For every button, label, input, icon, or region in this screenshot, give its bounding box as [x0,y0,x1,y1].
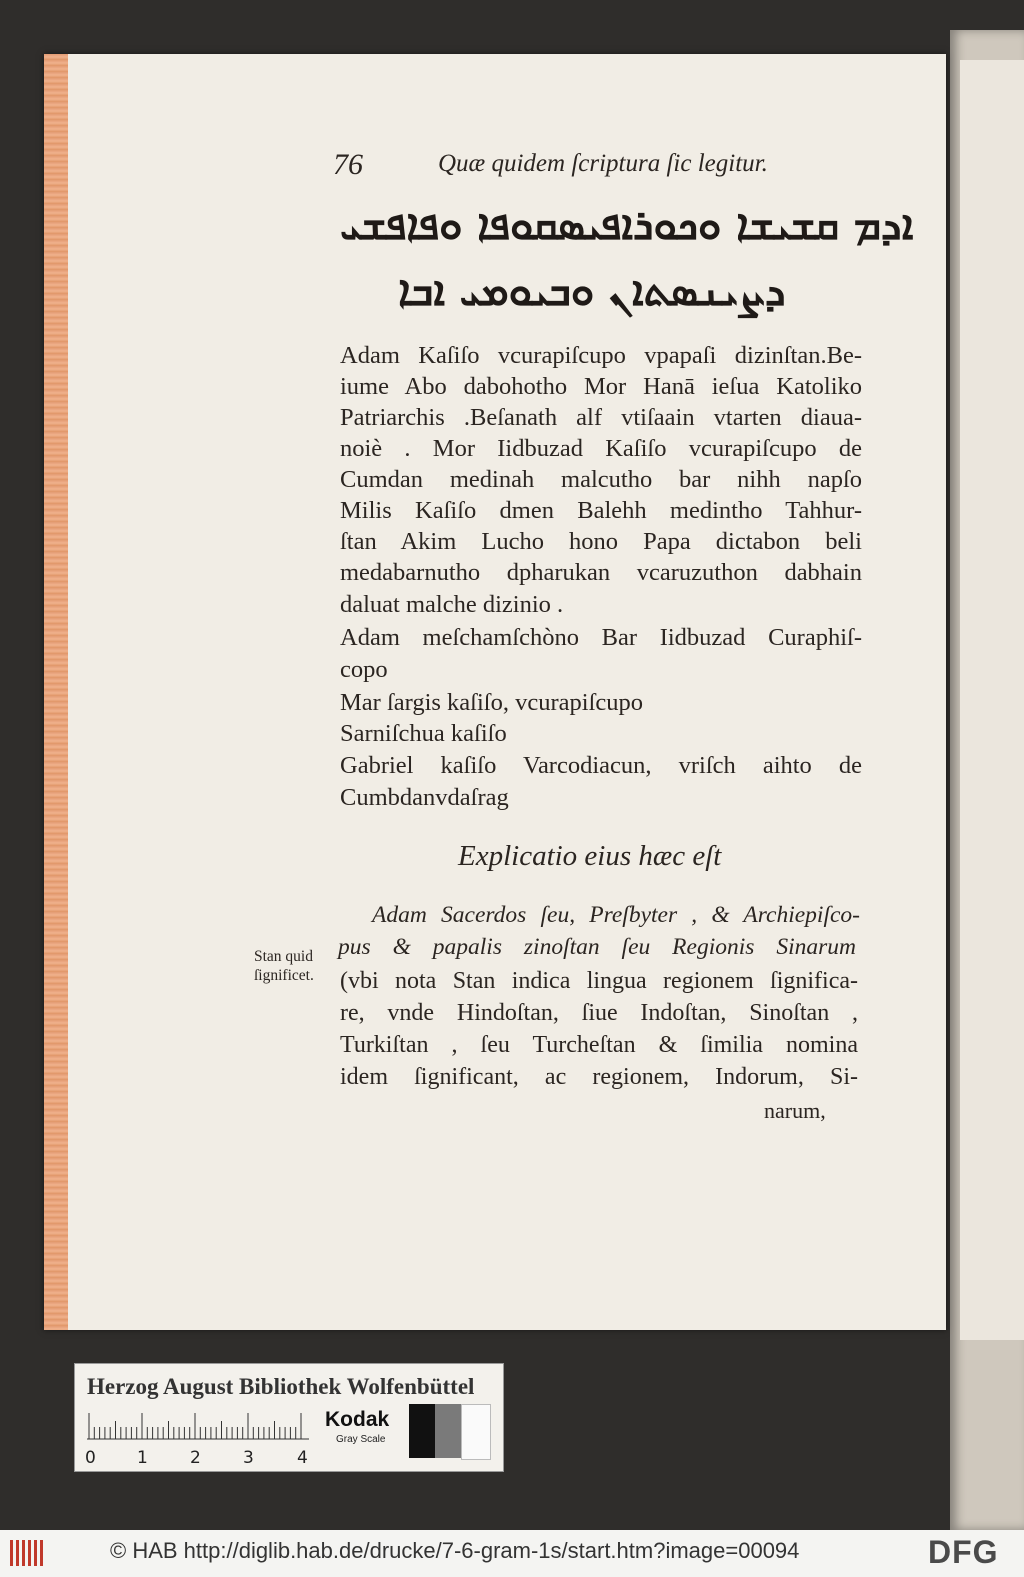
explication-line: idem ſignificant, ac regionem, Indorum, Si- [340,1064,858,1090]
transliteration-line: daluat malche dizinio . [340,591,564,618]
explication-italic-line: Adam Sacerdos ſeu, Preſbyter , & Archiepiſco- [372,902,860,928]
transliteration-line: copo [340,656,388,683]
running-head: Quæ quidem ſcriptura ſic legitur. [438,150,768,177]
catchword: narum, [764,1098,826,1123]
ruler-number: 4 [297,1448,308,1468]
gray-scale-label: Gray Scale [336,1434,386,1445]
transliteration-line: Milis Kaſiſo dmen Balehh medintho Tahhur- [340,497,862,524]
hab-barcode-icon [10,1538,46,1568]
transliteration-line: Adam Kaſiſo vcurapiſcupo vpapaſi dizinſtan.Be- [340,342,862,369]
page-red-edge [44,54,68,1330]
ruler-scale [87,1412,309,1440]
syriac-line-1: ܐܕܡ ܩܫܝܫܐ ܘܟܘܪܐܦܝܣܩܘܦܐ ܘܦܐܦܫܝ [340,200,914,249]
ruler-number: 2 [190,1448,201,1468]
margin-note-line: ſignificet. [254,967,314,984]
explication-line: Turkiſtan , ſeu Turcheſtan & ſimilia nomina [340,1032,858,1058]
ruler-number: 1 [137,1448,148,1468]
dfg-logo: DFG [928,1534,999,1570]
footer-bar [0,1530,1024,1577]
kodak-logo: Kodak [325,1408,390,1431]
transliteration-line: Mar ſargis kaſiſo, vcurapiſcupo [340,689,643,716]
gray-swatch-white [461,1404,491,1460]
transliteration-line: ſtan Akim Lucho hono Papa dictabon beli [340,528,862,555]
explication-line: re, vnde Hindoſtan, ſiue Indoſtan, Sinoſtan , [340,1000,858,1026]
transliteration-line: medabarnutho dpharukan vcaruzuthon dabhain [340,559,862,586]
adjacent-page [960,60,1024,1340]
transliteration-line: Adam meſchamſchòno Bar Iidbuzad Curaphiſ- [340,624,862,651]
explication-heading: Explicatio eius hæc eſt [458,840,722,872]
gray-swatch-mid [435,1404,461,1458]
ruler-number: 3 [243,1448,254,1468]
ruler-number: 0 [85,1448,96,1468]
explication-italic-line: pus & papalis zinoſtan ſeu Regionis Sinarum [338,934,856,960]
transliteration-line: Gabriel kaſiſo Varcodiacun, vriſch aihto de [340,752,862,779]
footer-copyright-url[interactable]: © HAB http://diglib.hab.de/drucke/7-6-gram-1s/start.htm?image=00094 [110,1538,800,1563]
transliteration-line: Cumdan medinah malcutho bar nihh napſo [340,466,862,493]
transliteration-line: Cumbdanvdaſrag [340,784,509,811]
calibration-strip [74,1363,504,1472]
syriac-line-2: ܕܨܝܢܣܬܐܢ ܘܒܝܘܡܝ ܐܒܐ [398,266,786,315]
library-name: Herzog August Bibliothek Wolfenbüttel [87,1374,475,1399]
page-number: 76 [333,148,363,181]
transliteration-line: Sarniſchua kaſiſo [340,720,507,747]
margin-note-line: Stan quid [254,948,313,965]
transliteration-line: iume Abo dabohotho Mor Hanā ieſua Katoliko [340,373,862,400]
transliteration-line: noiè . Mor Iidbuzad Kaſiſo vcurapiſcupo de [340,435,862,462]
explication-line: (vbi nota Stan indica lingua regionem ſignifica- [340,968,858,994]
transliteration-line: Patriarchis .Beſanath alf vtiſaain vtarten diaua- [340,404,862,431]
gray-swatch-black [409,1404,435,1458]
